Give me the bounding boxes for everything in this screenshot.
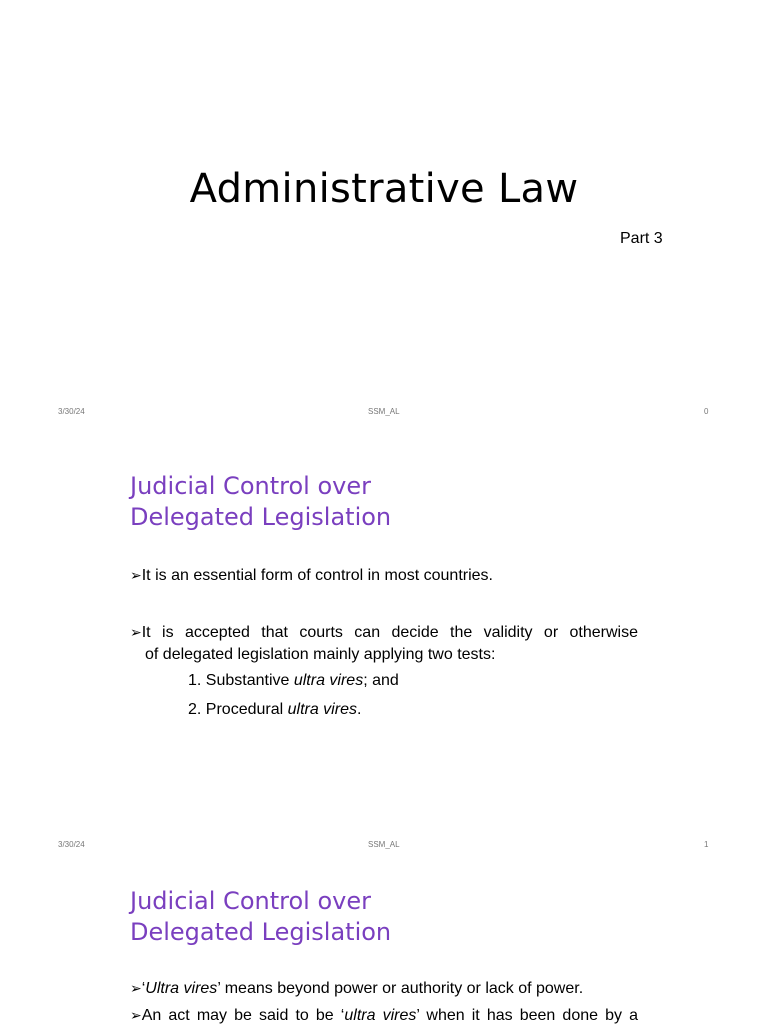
slide-judicial-control-1 <box>0 432 768 864</box>
slide-heading <box>130 886 391 948</box>
emphasis-text: ultra vires <box>293 672 364 689</box>
bullet-text-line-2: of delegated legislation mainly applying two tests: <box>145 645 496 663</box>
footer-page-number: 1 <box>704 840 709 849</box>
bullet-text: means beyond power or authority or lack of power. <box>220 980 584 997</box>
emphasis-text: Ultra vires <box>145 980 218 997</box>
bullet-item <box>130 565 638 587</box>
numbered-item: 1. Substantive ultra vires; and <box>188 672 399 689</box>
emphasis-text: ultra vires <box>287 701 357 718</box>
bullet-item: ➢An act may be said to be ‘ultra vires’ when it has been done by a <box>130 1007 638 1024</box>
slide-heading-line-2: Delegated Legislation <box>130 918 392 946</box>
presentation-subtitle: Part 3 <box>620 230 663 247</box>
slide-title <box>0 0 768 432</box>
slide-heading-line-1: Judicial Control over <box>130 887 371 915</box>
bullet-text-line-1: It is accepted that courts can decide the validity or otherwise <box>141 624 638 641</box>
bullet-item <box>130 622 638 665</box>
arrow-bullet-icon: ➢ <box>130 1007 142 1023</box>
arrow-bullet-icon: ➢ <box>130 980 142 996</box>
footer-date: 3/30/24 <box>58 407 85 416</box>
slide-heading <box>130 471 391 533</box>
slide-judicial-control-2 <box>0 864 768 1024</box>
arrow-bullet-icon: ➢ <box>130 624 142 640</box>
slide-heading-line-1: Judicial Control over <box>130 472 371 500</box>
footer-page-number: 0 <box>704 407 709 416</box>
slide-heading-line-2: Delegated Legislation <box>130 503 392 531</box>
footer-code: SSM_AL <box>368 840 400 849</box>
bullet-text: It is an essential form of control in most countries. <box>141 567 493 584</box>
numbered-item: 2. Procedural ultra vires. <box>188 701 362 718</box>
emphasis-text: ultra vires <box>344 1007 417 1024</box>
bullet-item: ➢‘Ultra vires’ means beyond power or authority or lack of power. <box>130 980 584 997</box>
footer-date: 3/30/24 <box>58 840 85 849</box>
arrow-bullet-icon: ➢ <box>130 567 142 583</box>
presentation-title: Administrative Law <box>189 166 579 212</box>
footer-code: SSM_AL <box>368 407 400 416</box>
